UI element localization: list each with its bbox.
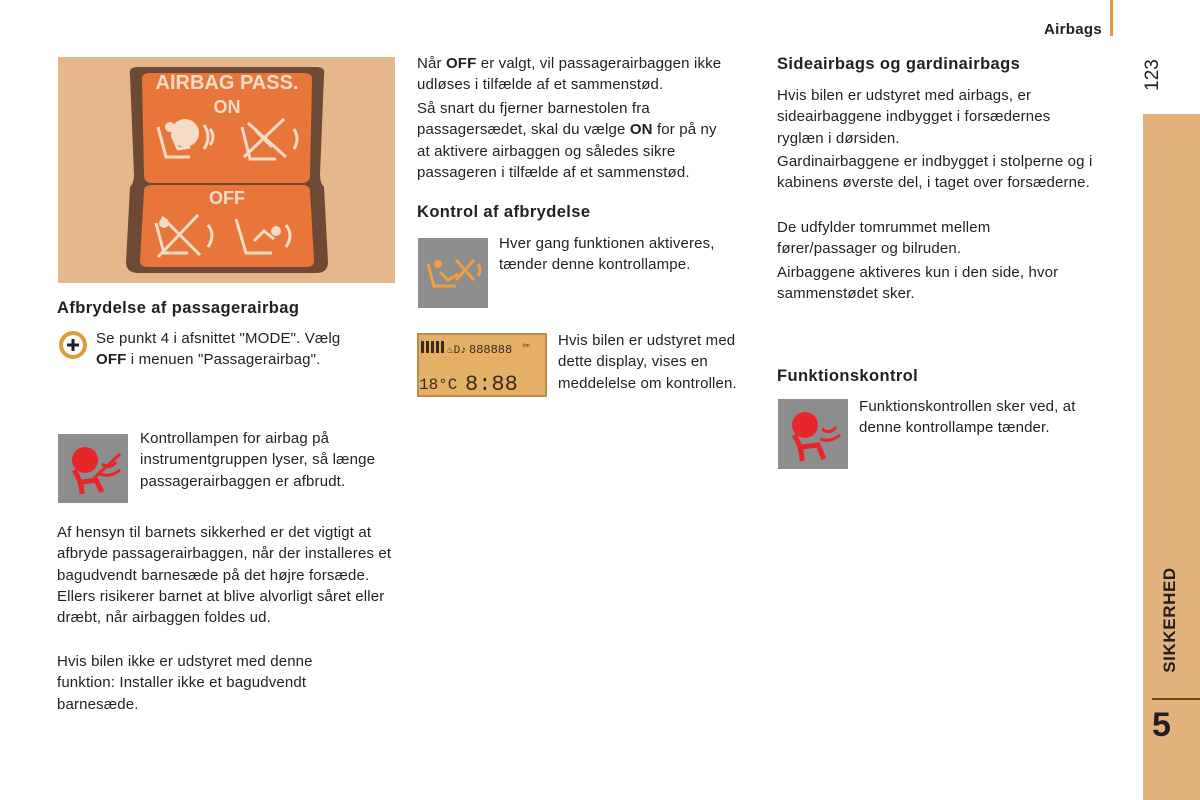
activation-side-paragraph: Airbaggene aktiveres kun i den side, hvor sammenstødet sker. [777, 264, 1059, 303]
chapter-title: SIKKERHED [1160, 567, 1179, 673]
side-airbags-paragraph: Hvis bilen er udstyret med airbags, er sideairbaggene indbygget i forsædernes ryglæn i dørsiden. [777, 87, 1051, 147]
heading-function-check: Funktionskontrol [777, 367, 919, 385]
display-message-text: Hvis bilen er udstyret med dette display, vises en meddelelse om kontrollen. [558, 332, 737, 392]
display-temperature: 18°C [419, 376, 458, 394]
airbag-panel-image [58, 57, 395, 283]
lamp-airbag-off-text: Kontrollampen for airbag på instrumentgruppen lyser, så længe passagerairbaggen er afbrudt. [140, 430, 376, 490]
off-selected-paragraph: Når OFF er valgt, vil passagerairbaggen ikke udløses i tilfælde af et sammenstød. [417, 55, 722, 94]
section-title: Airbags [1044, 21, 1102, 38]
chapter-number: 5 [1152, 706, 1171, 744]
heading-side-curtain-airbags: Sideairbags og gardinairbags [777, 55, 1021, 73]
panel-off-label: OFF [209, 188, 245, 208]
header-rule [1110, 0, 1113, 36]
display-odometer: 888888 [469, 343, 513, 357]
page-number: 123 [1142, 59, 1163, 91]
airbag-off-warning-icon [58, 434, 128, 503]
fill-space-paragraph: De udfylder tomrummet mellem fører/passager og bilruden. [777, 219, 991, 258]
curtain-airbags-paragraph: Gardinairbaggene er indbygget i stolperne og i kabinens øverste del, i taget over forsæderne. [777, 153, 1093, 192]
panel-on-label: ON [213, 97, 241, 117]
on-reactivate-paragraph: Så snart du fjerner barnestolen fra passagersædet, skal du vælge ON for på ny at aktivere airbaggen og således sikre passageren i tilfælde af et sammenstød. [417, 100, 717, 181]
chapter-rule [1152, 698, 1200, 700]
svg-text:♨D♪: ♨D♪ [447, 345, 467, 357]
mode-note: Se punkt 4 i afsnittet "MODE". Vælg OFF i menuen "Passagerairbag". [96, 330, 341, 369]
safety-paragraph: Af hensyn til barnets sikkerhed er det vigtigt at afbryde passagerairbaggen, når der installeres et bagudvendt barnesæde på det højre forsæde. Ellers risikerer barnet at blive alvorligt såret eller dræbt, når airbaggen foldes ud. [57, 524, 392, 627]
heading-passenger-airbag-off: Afbrydelse af passagerairbag [57, 299, 300, 317]
instrument-display-image [417, 333, 547, 397]
heading-check-disconnect: Kontrol af afbrydelse [417, 203, 591, 221]
lamp-check-text: Hver gang funktionen aktiveres, tænder denne kontrollampe. [499, 235, 715, 274]
no-function-paragraph: Hvis bilen ikke er udstyret med denne funktion: Installer ikke et bagudvendt barnesæde. [57, 653, 313, 713]
info-plus-icon [58, 330, 88, 360]
airbag-warning-icon [778, 399, 848, 469]
function-check-lamp-text: Funktionskontrollen sker ved, at denne kontrollampe tænder. [859, 398, 1076, 437]
display-clock: 8:88 [465, 372, 518, 397]
passenger-airbag-off-lamp-icon [418, 238, 488, 308]
display-unit: km [523, 343, 530, 349]
panel-title: AIRBAG PASS. [155, 72, 299, 94]
